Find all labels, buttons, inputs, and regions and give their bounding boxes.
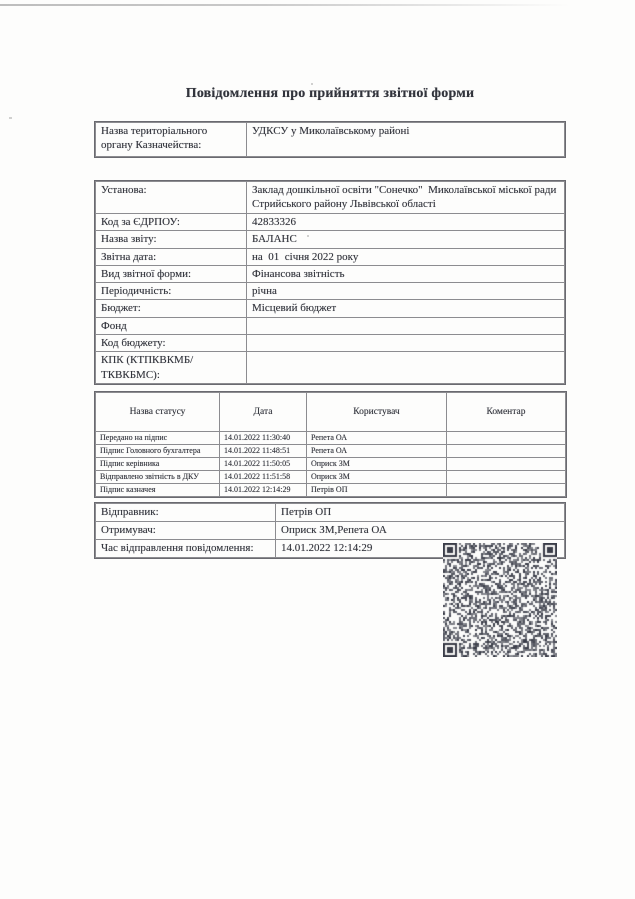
field-label: Назва територіального органу Казначейства: — [96, 123, 247, 157]
treasury-table — [95, 122, 565, 157]
status-name: Підпис керівника — [96, 457, 220, 470]
field-label: Код за ЄДРПОУ: — [96, 214, 247, 231]
column-header-date: Дата — [220, 392, 307, 431]
table-row — [96, 483, 566, 496]
field-value: Оприск ЗМ,Репета ОА — [276, 521, 565, 539]
field-label: Назва звіту: — [96, 231, 247, 248]
table-row — [96, 503, 565, 521]
status-date: 14.01.2022 11:48:51 — [220, 444, 307, 457]
field-value: БАЛАНС — [247, 231, 565, 248]
table-row — [96, 231, 565, 248]
field-label: Відправник: — [96, 503, 276, 521]
scan-speck — [9, 117, 12, 119]
table-row — [96, 521, 565, 539]
document-content — [95, 86, 565, 558]
table-row — [96, 335, 565, 352]
status-date: 14.01.2022 12:14:29 — [220, 483, 307, 496]
field-value: Місцевий бюджет — [247, 300, 565, 317]
field-value: на 01 січня 2022 року — [247, 248, 565, 265]
field-value — [247, 317, 565, 334]
field-label: Код бюджету: — [96, 335, 247, 352]
status-comment — [447, 457, 566, 470]
status-comment — [447, 470, 566, 483]
status-user: Петрів ОП — [307, 483, 447, 496]
status-date: 14.01.2022 11:51:58 — [220, 470, 307, 483]
table-header-row — [96, 392, 566, 431]
table-row — [96, 431, 566, 444]
field-value: Заклад дошкільної освіти "Сонечко" Миколаївської міської ради Стрийського району Львівської області — [247, 182, 565, 214]
field-label: Бюджет: — [96, 300, 247, 317]
field-label: КПК (КТПКВКМБ/ТКВКБМС): — [96, 352, 247, 384]
field-value: УДКСУ у Миколаївському районі — [247, 123, 565, 157]
field-value: річна — [247, 283, 565, 300]
status-date: 14.01.2022 11:30:40 — [220, 431, 307, 444]
table-row — [96, 352, 565, 384]
status-user: Репета ОА — [307, 431, 447, 444]
status-date: 14.01.2022 11:50:05 — [220, 457, 307, 470]
table-row — [96, 283, 565, 300]
table-row — [96, 214, 565, 231]
field-label: Установа: — [96, 182, 247, 214]
scan-artifact-line — [0, 4, 570, 6]
column-header-comment: Коментар — [447, 392, 566, 431]
status-name: Передано на підпис — [96, 431, 220, 444]
field-label: Вид звітної форми: — [96, 265, 247, 282]
document-title: Повідомлення про прийняття звітної форми — [185, 86, 475, 101]
table-row — [96, 265, 565, 282]
table-row — [96, 123, 565, 157]
field-label: Звітна дата: — [96, 248, 247, 265]
status-name: Підпис казначея — [96, 483, 220, 496]
table-row — [96, 470, 566, 483]
qr-code — [443, 543, 557, 657]
table-row — [96, 457, 566, 470]
status-user: Оприск ЗМ — [307, 470, 447, 483]
table-row — [96, 317, 565, 334]
field-value: Фінансова звітність — [247, 265, 565, 282]
status-comment — [447, 444, 566, 457]
table-row — [96, 182, 565, 214]
field-value: 42833326 — [247, 214, 565, 231]
table-row — [96, 300, 565, 317]
status-comment — [447, 431, 566, 444]
field-value: 14.01.2022 12:14:29 — [276, 539, 565, 557]
status-history-table — [95, 392, 566, 497]
status-user: Репета ОА — [307, 444, 447, 457]
status-name: Підпис Головного бухгалтера — [96, 444, 220, 457]
field-value — [247, 352, 565, 384]
table-row — [96, 444, 566, 457]
status-user: Оприск ЗМ — [307, 457, 447, 470]
column-header-status: Назва статусу — [96, 392, 220, 431]
report-details-table — [95, 181, 565, 384]
field-value: Петрів ОП — [276, 503, 565, 521]
column-header-user: Користувач — [307, 392, 447, 431]
status-comment — [447, 483, 566, 496]
field-label: Фонд — [96, 317, 247, 334]
status-name: Відправлено звітність в ДКУ — [96, 470, 220, 483]
field-label: Отримувач: — [96, 521, 276, 539]
table-row — [96, 248, 565, 265]
field-label: Періодичність: — [96, 283, 247, 300]
field-label: Час відправлення повідомлення: — [96, 539, 276, 557]
scan-speck — [311, 83, 313, 85]
field-value — [247, 335, 565, 352]
